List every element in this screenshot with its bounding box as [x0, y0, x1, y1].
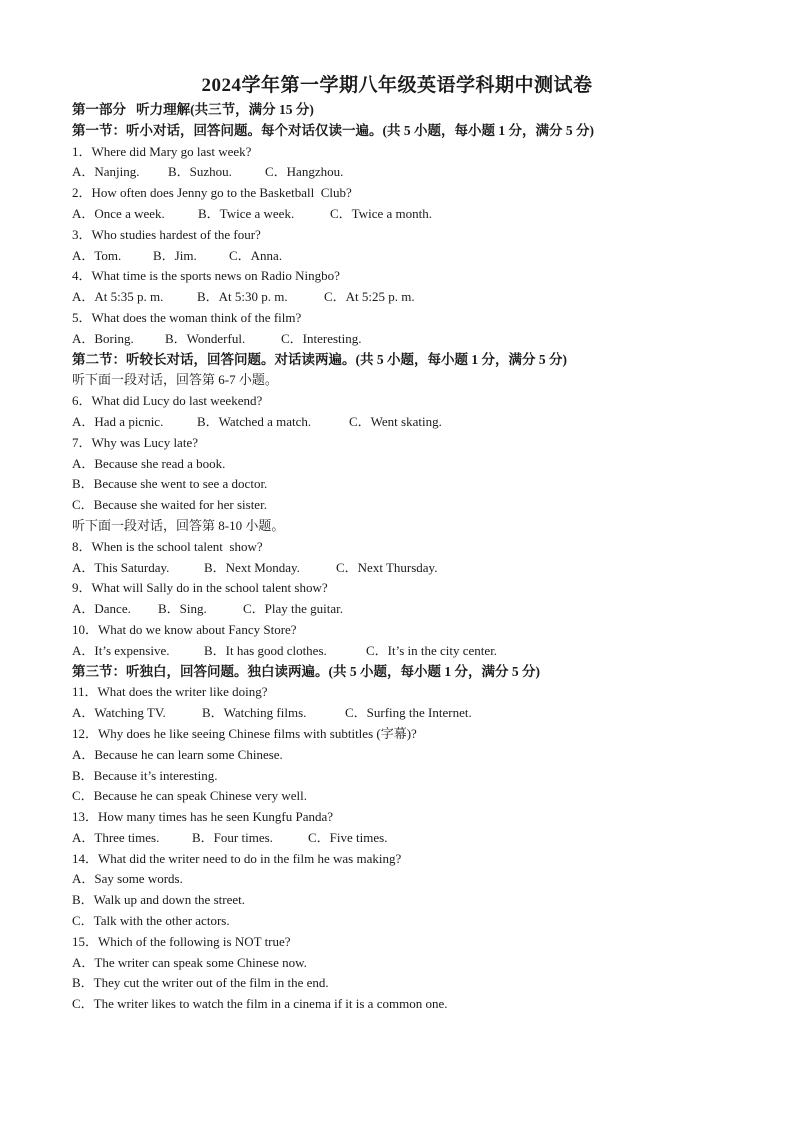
- option-a: A．Tom.: [72, 247, 122, 263]
- option-a: A．Once a week.: [72, 205, 165, 221]
- options-row: [72, 287, 732, 308]
- question: 10．What do we know about Fancy Store?: [72, 621, 297, 637]
- option-a: A．It’s expensive.: [72, 642, 170, 658]
- question: 7．Why was Lucy late?: [72, 434, 198, 450]
- option-a: A．Say some words.: [72, 871, 183, 887]
- option-c: C．Surfing the Internet.: [345, 705, 472, 721]
- option-a: A．Because she read a book.: [72, 455, 226, 471]
- option-c: C．Play the guitar.: [243, 601, 344, 617]
- option-c: C．Next Thursday.: [336, 559, 438, 575]
- question: 15．Which of the following is NOT true?: [72, 933, 291, 949]
- option-a: A．Watching TV.: [72, 705, 166, 721]
- option-b: B．Because she went to see a doctor.: [72, 476, 268, 492]
- option-b: B．Walk up and down the street.: [72, 892, 245, 908]
- question: 3．Who studies hardest of the four?: [72, 226, 261, 242]
- option-b: B．Suzhou.: [168, 164, 232, 180]
- page-title: 2024学年第一学期八年级英语学科期中测试卷: [201, 75, 593, 96]
- options-row: [72, 641, 732, 662]
- question: 2．How often does Jenny go to the Basketball Club?: [72, 185, 352, 201]
- instruction-note: 听下面一段对话，回答第 8-10 小题。: [72, 517, 285, 533]
- options-row: [72, 703, 732, 724]
- instruction-note: 听下面一段对话，回答第 6-7 小题。: [72, 372, 278, 388]
- option-a: A．The writer can speak some Chinese now.: [72, 954, 307, 970]
- options-row: [72, 246, 732, 267]
- question: 8．When is the school talent show?: [72, 538, 263, 554]
- question: 5．What does the woman think of the film?: [72, 309, 302, 325]
- option-c: C．The writer likes to watch the film in a cinema if it is a common one.: [72, 996, 448, 1012]
- option-a: A．Boring.: [72, 330, 134, 346]
- question: 1．Where did Mary go last week?: [72, 143, 252, 159]
- option-c: C．It’s in the city center.: [366, 642, 498, 658]
- section-heading: 第三节：听独白，回答问题。独白读两遍。(共 5 小题，每小题 1 分，满分 5 分): [72, 663, 540, 679]
- question: 13．How many times has he seen Kungfu Panda?: [72, 809, 334, 825]
- option-c: C．Because she waited for her sister.: [72, 497, 267, 513]
- option-c: C．At 5:25 p. m.: [324, 289, 415, 305]
- option-c: C．Because he can speak Chinese very well.: [72, 788, 308, 804]
- option-a: A．Three times.: [72, 829, 160, 845]
- option-b: B．Next Monday.: [204, 559, 300, 575]
- option-a: A．Nanjing.: [72, 164, 140, 180]
- option-a: A．Because he can learn some Chinese.: [72, 746, 283, 762]
- option-c: C．Hangzhou.: [265, 164, 344, 180]
- options-row: [72, 412, 732, 433]
- option-b: B．They cut the writer out of the film in the end.: [72, 975, 329, 991]
- option-a: A．Dance.: [72, 601, 131, 617]
- part-heading: 第一部分 听力理解(共三节，满分 15 分): [72, 102, 314, 117]
- options-row: [72, 599, 732, 620]
- option-c: C．Talk with the other actors.: [72, 913, 230, 929]
- option-c: C．Twice a month.: [330, 205, 432, 221]
- options-row: [72, 828, 732, 849]
- question: 12．Why does he like seeing Chinese films with subtitles (字幕)?: [72, 725, 417, 741]
- option-c: C．Interesting.: [281, 330, 362, 346]
- option-a: A．At 5:35 p. m.: [72, 289, 164, 305]
- option-a: A．Had a picnic.: [72, 413, 164, 429]
- listening-section: [72, 100, 732, 1015]
- option-b: B．At 5:30 p. m.: [197, 289, 288, 305]
- options-row: [72, 204, 732, 225]
- question: 11．What does the writer like doing?: [72, 684, 268, 700]
- option-b: B．Jim.: [153, 247, 197, 263]
- option-c: C．Five times.: [308, 829, 388, 845]
- options-row: [72, 329, 732, 350]
- question: 6．What did Lucy do last weekend?: [72, 393, 263, 409]
- option-b: B．It has good clothes.: [204, 642, 327, 658]
- question: 4．What time is the sports news on Radio Ningbo?: [72, 268, 340, 284]
- option-b: B．Watched a match.: [197, 413, 312, 429]
- option-a: A．This Saturday.: [72, 559, 170, 575]
- question: 14．What did the writer need to do in the film he was making?: [72, 850, 402, 866]
- options-row: [72, 162, 732, 183]
- option-b: B．Twice a week.: [198, 205, 295, 221]
- option-b: B．Sing.: [158, 601, 207, 617]
- option-c: C．Went skating.: [349, 413, 442, 429]
- option-b: B．Because it’s interesting.: [72, 767, 218, 783]
- options-row: [72, 558, 732, 579]
- option-b: B．Four times.: [192, 829, 273, 845]
- option-c: C．Anna.: [229, 247, 283, 263]
- section-heading: 第一节：听小对话，回答问题。每个对话仅读一遍。(共 5 小题，每小题 1 分，满分 5 分): [72, 122, 594, 138]
- section-heading: 第二节：听较长对话，回答问题。对话读两遍。(共 5 小题，每小题 1 分，满分 5 分): [72, 351, 567, 367]
- option-b: B．Watching films.: [202, 705, 307, 721]
- option-b: B．Wonderful.: [165, 330, 246, 346]
- question: 9．What will Sally do in the school talent show?: [72, 580, 328, 596]
